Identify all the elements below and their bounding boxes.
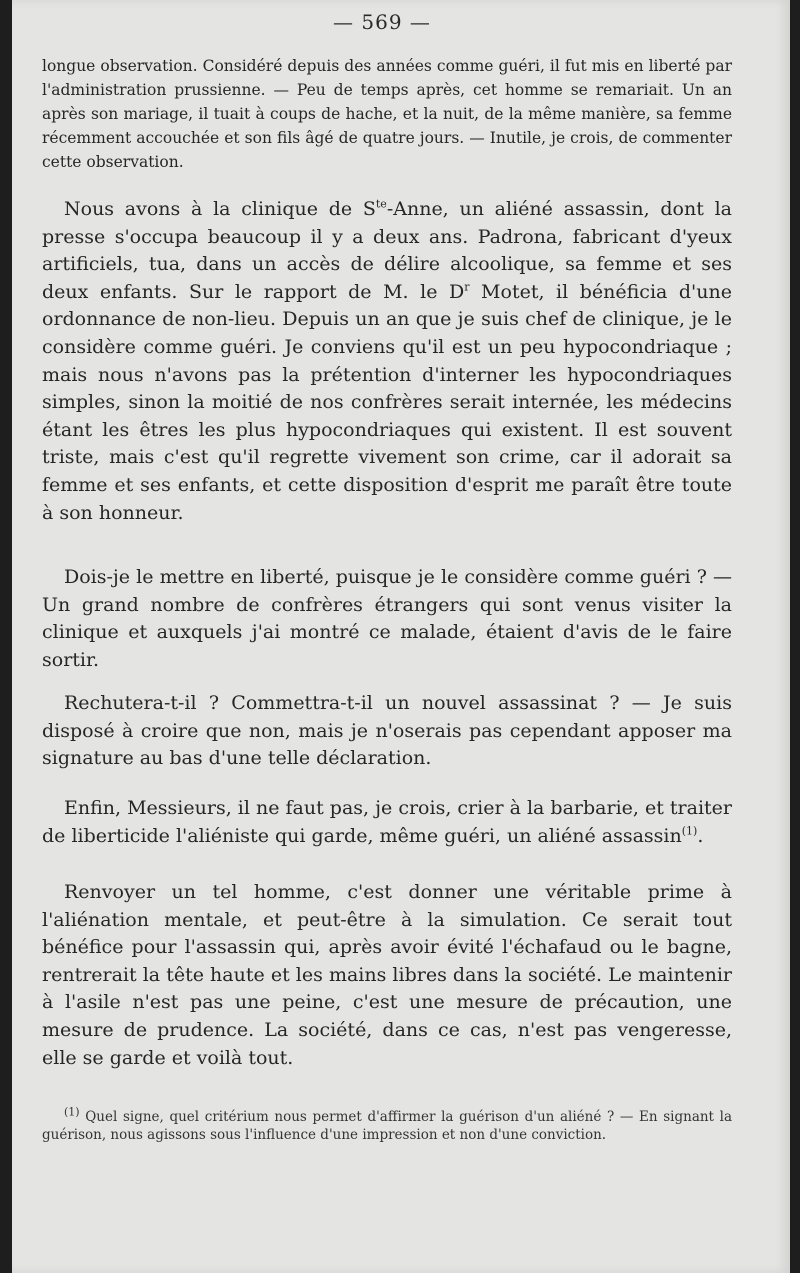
page-number: — 569 —: [333, 10, 431, 34]
footnote: [42, 1105, 732, 1144]
paragraph-text: .: [697, 824, 704, 847]
paragraph-text: Enfin, Messieurs, il ne faut pas, je crois, crier à la barbarie, et traiter de liberticide l'aliéniste qui garde, même guéri, un aliéné assassin: [42, 797, 732, 847]
paragraph-text: Nous avons à la clinique de S: [64, 198, 376, 220]
paragraph-renvoyer: Renvoyer un tel homme, c'est donner une véritable prime à l'aliénation mentale, et peut-être à la simulation. Ce serait tout bénéfice pour l'assassin qui, après avoir évité l'échafaud ou le bagne, rentrerait la tête haute et les mains libres dans la société. Le maintenir à l'asile n'est pas une peine, c'est une mesure de précaution, une mesure de prudence. La société, dans ce cas, n'est pas vengeresse, elle se garde et voilà tout.: [42, 881, 732, 1069]
paragraph-text: -Anne, un aliéné assassin, dont la presse s'occupa beaucoup il y a deux ans. Padrona, fabricant d'yeux artificiels, tua, dans un accès de délire alcoolique, sa femme et ses deux enfants. Sur le rapport de M. le D: [42, 198, 732, 303]
footnote-reference: (1): [681, 824, 698, 838]
footnote-text: Quel signe, quel critérium nous permet d'affirmer la guérison d'un aliéné ? — En signant la guérison, nous agissons sous l'influence d'une impression et non d'une conviction.: [42, 1109, 732, 1143]
book-page: [12, 0, 790, 1273]
footnote-marker: (1): [64, 1105, 80, 1119]
paragraph-clinique: [42, 196, 732, 527]
paragraph-liberte: Dois-je le mettre en liberté, puisque je le considère comme guéri ? — Un grand nombre de confrères étrangers qui sont venus visiter la clinique et auxquels j'ai montré ce malade, étaient d'avis de le faire sortir.: [42, 566, 732, 671]
superscript: r: [464, 280, 470, 294]
paragraph-text: Motet, il bénéficia d'une ordonnance de non-lieu. Depuis un an que je suis chef de clinique, je le considère comme guéri. Je conviens qu'il est un peu hypocondriaque ; mais nous n'avons pas la prétention d'interner les hypocondriaques simples, sinon la moitié de nos confrères serait internée, les médecins étant les êtres les plus hypocondriaques qui existent. Il est souvent triste, mais c'est qu'il regrette vivement son crime, car il adorait sa femme et ses enfants, et cette disposition d'esprit me paraît être toute à son honneur.: [42, 280, 732, 524]
superscript: te: [375, 197, 387, 211]
paragraph-enfin: [42, 795, 732, 850]
intro-paragraph: longue observation. Considéré depuis des années comme guéri, il fut mis en liberté par l'administration prussienne. — Peu de temps après, cet homme se remariait. Un an après son mariage, il tuait à coups de hache, et la nuit, de la même manière, sa femme récemment accouchée et son fils âgé de quatre jours. — Inutile, je crois, de commenter cette observation.: [42, 57, 732, 171]
paragraph-rechute: Rechutera-t-il ? Commettra-t-il un nouvel assassinat ? — Je suis disposé à croire que non, mais je n'oserais pas cependant apposer ma signature au bas d'une telle déclaration.: [42, 692, 732, 770]
